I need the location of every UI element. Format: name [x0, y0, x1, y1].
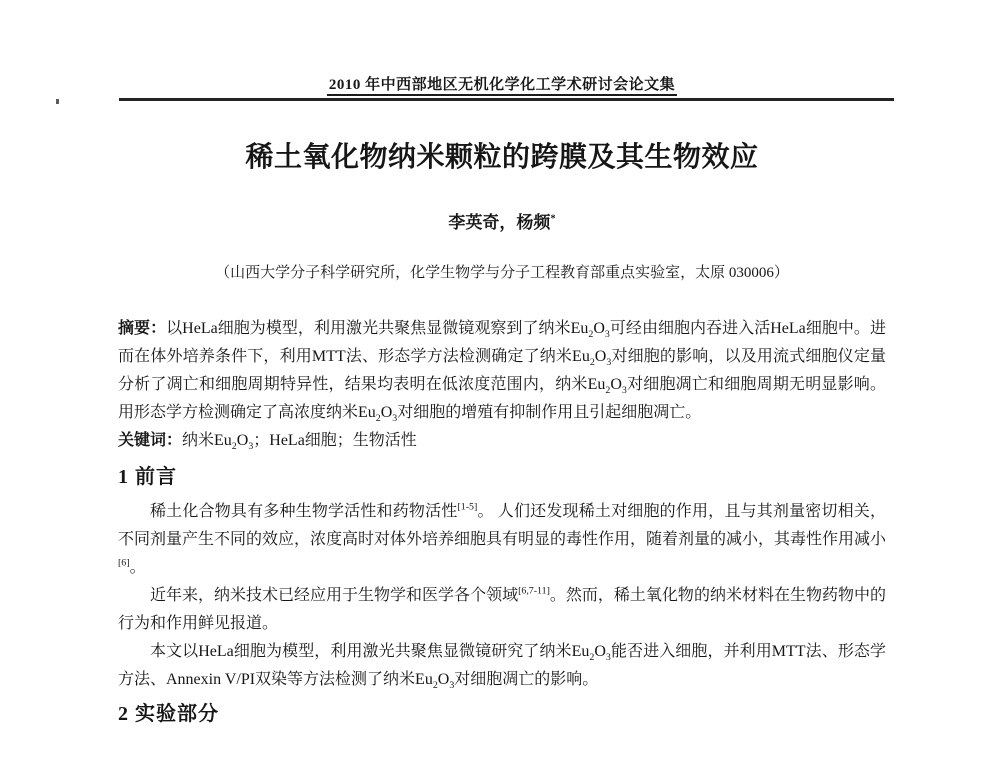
scan-artifact-dot	[56, 99, 59, 104]
abstract-text: 以HeLa细胞为模型，利用激光共聚焦显微镜观察到了纳米$Eu_2O_3$可经由细胞内吞进入活HeLa细胞中。进而在体外培养条件下，利用MTT法、形态学方法检测确定了纳米$Eu_2O_3$对细胞的影响，以及用流式细胞仪定量分析了凋亡和细胞周期特异性，结果均表明在低浓度范围内，纳米$Eu_2O_3$对细胞凋亡和细胞周期无明显影响。用形态学方检测确定了高浓度纳米$Eu_2O_3$对细胞的增殖有抑制作用且引起细胞凋亡。	[118, 320, 886, 425]
paragraph: 本文以HeLa细胞为模型，利用激光共聚焦显微镜研究了纳米$Eu_2O_3$能否进入细胞，并利用MTT法、形态学方法、Annexin V/PI双染等方法检测了纳米$Eu_2O_3$对细胞凋亡的影响。	[118, 643, 886, 692]
page-content	[118, 0, 886, 729]
affiliation-line: （山西大学分子科学研究所，化学生物学与分子工程教育部重点实验室，太原 030006）	[215, 265, 789, 281]
authors-line: 李英奇，杨频*	[448, 213, 556, 232]
header-rule-divider	[119, 98, 894, 101]
keywords-label: 关键词：	[118, 432, 183, 449]
running-header	[118, 0, 886, 94]
keywords-line	[118, 427, 886, 455]
section-heading-experimental: 2 实验部分	[118, 703, 219, 725]
section-heading-introduction: 1 前言	[118, 466, 177, 488]
introduction-section	[118, 498, 886, 694]
paragraph: 稀土化合物具有多种生物学活性和药物活性[1-5]。 人们还发现稀土对细胞的作用，且与其剂量密切相关，不同剂量产生不同的效应，浓度高时对体外培养细胞具有明显的毒性作用，随着剂量的减小，其毒性作用减小[6]。	[118, 501, 887, 576]
abstract-label: 摘要：	[118, 320, 167, 337]
paper-title: 稀土氧化物纳米颗粒的跨膜及其生物效应	[245, 142, 759, 173]
keywords-text: 纳米$Eu_2O_3$；HeLa细胞；生物活性	[182, 432, 417, 453]
paragraph: 近年来，纳米技术已经应用于生物学和医学各个领域[6,7-11]。然而，稀土氧化物的纳米材料在生物药物中的行为和作用鲜见报道。	[118, 585, 886, 632]
proceedings-title: 2010 年中西部地区无机化学化工学术研讨会论文集	[327, 77, 677, 96]
abstract-block	[118, 315, 886, 427]
